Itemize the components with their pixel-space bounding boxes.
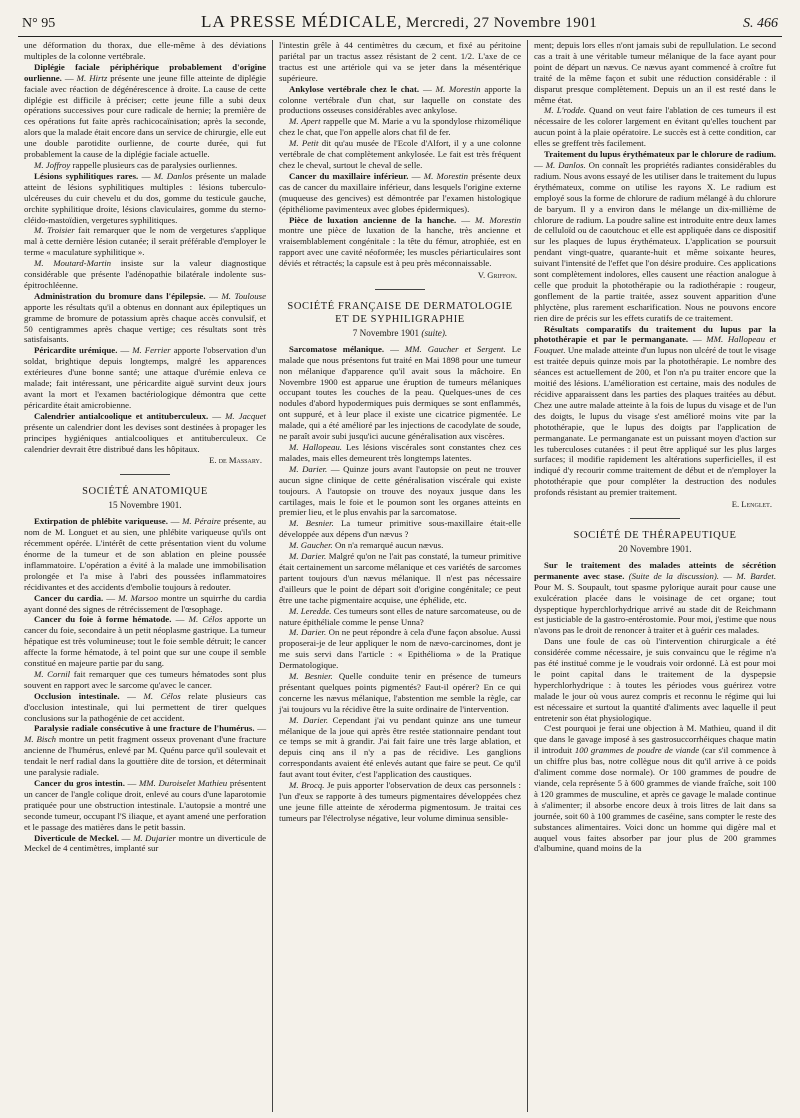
paragraph: ment; depuis lors elles n'ont jamais subi de repullulation. Le second cas a trait à une véritable tumeur mélanique de la face ayant pour point de départ un nævus. Ce nævus ayant commencé à croître fut traité de la même façon et subit une réduction considérable : il disparut presque complètement. Depuis un an il est resté dans le même état. — [534, 40, 776, 105]
paragraph: C'est pourquoi je ferai une objection à M. Mathieu, quand il dit que dans le gavage imposé à ses gastrosuccorrhéiques chaque matin il introduit 100 grammes de poudre de viande (car s'il commence à un chiffre plus bas, notre collègue nous dit qu'il arrive à ce poids d'aliment comme dose normale). Or 100 grammes de poudre de viande, cela représente 5 à 600 grammes de viande fraîche, soit 100 à 120 grammes de musculine, et après ce gavage le malade continue à s'alimenter; il absorbe encore deux à trois litres de lait dans sa journée, soit 60 à 100 grammes de caséine, sans compter le reste des substances alimentaires. Voici donc un homme qui digère mal et auquel vous faites absorber par jour plus de 200 grammes d'albumine, quand moins de la — [534, 723, 777, 854]
article: M. Darier. Cependant j'ai vu pendant quinze ans une tumeur mélanique de la joue qui après être restée stationnaire pendant tout ce temps se mit à grandir. J'ai fait faire une très large ablation, et depuis cinq ans il n'y a pas de récidive. Les ganglions correspondants avaient été enlevés autant que faire se peut. Ce qu'il faut avant tout éviter, c'est l'application des caustiques. — [279, 714, 522, 780]
article: M. Leredde. Ces tumeurs sont elles de nature sarcomateuse, ou de nature épithéliale comme le pense Unna? — [279, 605, 521, 627]
article: M. Besnier. La tumeur primitive sous-maxillaire était-elle développée aux dépens d'un nævus ? — [279, 518, 521, 540]
article: Extirpation de phlébite variqueuse. — M. Péraire présente, au nom de M. Longuet et au sien, une phlébite variqueuse qu'ils ont récemment opérée. L'intérêt de cette présentation vient du volume énorme de la tumeur et de son ablation en pleine poussée inflammatoire. L'opération a évité à la malade une immobilisation prolongée et l'a mise à l'abri des poussées inflammatoires récidivantes et des accidents d'embolie toujours à redouter. — [24, 516, 267, 592]
article: Cancer du gros intestin. — MM. Duroiselet Mathieu présentent un cancer de l'angle colique droit, enlevé au cours d'une laparotomie pratiquée pour une obstruction intestinale. L'autopsie a montré une seconde tumeur, occupant l'S iliaque, et ayant amené une perforation et le passage des matières dans le petit bassin. — [24, 778, 267, 832]
signature: E. Lenglet. — [731, 499, 772, 510]
article: M. Petit dit qu'au musée de l'Ecole d'Alfort, il y a une colonne vertébrale de chat complètement ankylosée. Le fait est très fréquent chez le cheval, surtout le cheval de selle. — [279, 138, 522, 170]
issue-number: N° 95 — [22, 16, 56, 31]
masthead: LA PRESSE MÉDICALE, Mercredi, 27 Novembre 1901 — [200, 12, 598, 31]
journal-name: LA PRESSE MÉDICALE — [200, 12, 398, 31]
article: Ankylose vertébrale chez le chat. — M. Morestin apporte la colonne vertébrale d'un chat, sur laquelle on constate des productions osseuses considérables avec ankylose. — [279, 83, 521, 116]
section-divider — [120, 474, 170, 475]
section-date: 15 Novembre 1901. — [108, 500, 182, 511]
columns — [18, 40, 782, 1112]
page-header — [22, 12, 778, 34]
article: M. Apert rappelle que M. Marie a vu la spondylose rhizomélique chez le chat, que l'on appelle alors chat fil de fer. — [279, 116, 521, 138]
article: M. Darier. Malgré qu'on ne l'ait pas constaté, la tumeur primitive était certainement un sarcome mélanique et ces variétés de sarcomes partent toujours d'un nævus mélanique. Il n'est pas nécessaire d'ailleurs que le point de départ soit d'origine congénitale; ce peut être une tache pigmentaire acquise, une éphélide, etc. — [279, 551, 521, 605]
article: Cancer du maxillaire inférieur. — M. Morestin présente deux cas de cancer du maxillaire inférieur, dans lesquels l'origine externe (muqueuse des gencives) est démontrée par l'examen histologique (épithéliome pavimenteux avec globes épidermiques). — [279, 170, 521, 214]
article: Cancer du cardia. — M. Marsoo montre un squirrhe du cardia ayant donné des signes de rétrécissement de l'œsophage. — [24, 592, 267, 614]
article: M. Darier. On ne peut répondre à cela d'une façon absolue. Aussi proposerai-je de leur appliquer le nom de nævo-carcinomes, dont je me suis servi dans l'article : « Epithélioma » de la Pratique Dermatologique. — [279, 627, 521, 671]
section-title: SOCIÉTÉ DE THÉRAPEUTIQUE — [573, 529, 737, 541]
article: Cancer du foie à forme hématode. — M. Célos apporte un cancer du foie, secondaire à un petit néoplasme gastrique. La tumeur hépatique est très volumineuse; tout le foie semble détruit; le cancer affecte la forme hématode, à tel point que sur une coupe il semble constitué en majeure partie par du sang. — [24, 614, 267, 669]
article: Occlusion intestinale. — M. Célos relate plusieurs cas d'occlusion intestinale, qui lui permettent de tirer quelques conclusions sur la pathogénie de cet accident. — [24, 690, 266, 723]
article: Péricardite urémique. — M. Ferrier apporte l'observation d'un soldat, brightique depuis longtemps, malgré les apparences extérieures d'une bonne santé; une attaque d'urémie enleva ce malade; fait intéressant, une péricardite aiguë survint deux jours avant la mort et l'examen bactériologique démontra que cette péricardite était amicrobienne. — [24, 345, 266, 410]
paragraph: l'intestin grêle à 44 centimètres du cæcum, et fixé au péritoine pariétal par un tractus assez résistant de 2 cent. 1/2. L'axe de ce tractus est une artériole qui va se jeter dans la mésentérique supérieure. — [279, 40, 521, 83]
column-1 — [18, 40, 272, 1112]
article: M. Brocq. Je puis apporter l'observation de deux cas personnels : l'un d'eux se rapporte à des tumeurs pigmentaires développées chez une jeune fille atteinte de xéroderma pigmentosum. Je traitai ces tumeurs par l'électrolyse négative, leur volume diminua sensible- — [279, 780, 521, 823]
article: M. Besnier. Quelle conduite tenir en présence de tumeurs présentant quelques points pigmentés? Faut-il opérer? En ce qui concerne les nævus mélanique, l'abstention me semble la règle, car j'ai toujours vu la récidive être la suite ordinaire de l'intervention. — [279, 671, 522, 714]
article: Pièce de luxation ancienne de la hanche. — M. Morestin montre une pièce de luxation de la hanche, très ancienne et vraisemblablement congénitale : la tête du fémur, atrophiée, est en rapport avec une cavité néoformée; les muscles périarticulaires sont déviés et rétractés; la capsule est à peu près méconnaissable. — [279, 214, 521, 269]
article: Paralysie radiale consécutive à une fracture de l'humérus. — M. Bisch montre un petit fragment osseux provenant d'une fracture ancienne de l'humérus, enlevé par M. Quénu parce qu'il soulevait et tendait le nerf radial dans la gouttière dite de torsion, et déterminait une paralysie radiale. — [24, 723, 266, 778]
signature: E. de Massary. — [209, 455, 262, 466]
article: Lésions syphilitiques rares. — M. Danlos présente un malade atteint de lésions syphilitiques multiples : lésions tuberculo-ulcéreuses du cuir chevelu et du dos, gomme du testicule gauche, orchite syphilitique droite, lésions claviculaires, gomme du sterno-cléido-mastoïdien, vergetures syphilitiques. — [24, 170, 266, 225]
article: M. Moutard-Martin insiste sur la valeur diagnostique considérable que présente l'adénopathie bilatérale indolente sus-épitrochléenne. — [24, 258, 266, 290]
article: Calendrier antialcoolique et antituberculeux. — M. Jacquet présente un calendrier dont les devises sont destinées à propager les principes hygiéniques antialcooliques et antituberculeux. Ce calendrier devrait être distribué dans les hôpitaux. — [24, 410, 266, 454]
article: M. Cornil fait remarquer que ces tumeurs hématodes sont plus souvent en rapport avec le sarcome qu'avec le cancer. — [24, 668, 267, 690]
paragraph: Dans une foule de cas où l'intervention chirurgicale a été considérée comme nécessaire, je suis convaincu que le régime n'a pas été institué comme je le voudrais voir ordonné. Là est pour moi le point capital dans le traitement de la dyspepsie hyperchlorhydrique : à toutes les périodes vous guérirez votre malade le jour où vous aurez compris et reconnu le régime qui lui est nécessaire et surtout la quantité d'aliments avec laquelle il peut entretenir son état physiologique. — [534, 636, 776, 723]
article: Sarcomatose mélanique. — MM. Gaucher et Sergent. Le malade que nous présentons fut traité en Mai 1898 pour une tumeur non mélanique d'apparence qu'il avait sous la mâchoire. En Novembre 1900 est apparue une éruption de tumeurs mélaniques occupant toutes les couches de la peau. Quelques-unes de ces nodules d'abord hypodermiques puis dermiques se sont enflammés, ont suppuré, et à leur place il existe une cicatrice pigmentée. Le malade, qui a été amélioré par les injections de cacodylate de soude, ne paraît avoir subi jusqu'ici aucune généralisation aux viscères. — [279, 343, 521, 442]
section-divider — [375, 289, 425, 290]
article: M. Gaucher. On n'a remarqué aucun nævus. — [289, 540, 444, 551]
column-3 — [527, 40, 782, 1112]
section-title: SOCIÉTÉ ANATOMIQUE — [82, 486, 208, 498]
signature: V. Griffon. — [477, 270, 517, 281]
section-date: 20 Novembre 1901. — [618, 543, 692, 554]
article: Traitement du lupus érythémateux par le chlorure de radium. — M. Danlos. On connaît les propriétés radiantes considérables du radium. Nous avons essayé de les utiliser dans le traitement du lupus érythémateux, comme on utilise les rayons X. Le radium est employé sous la forme de chlorure de radium mélangé à du chlorure de baryum. Il y a environ dans le mélange un dix-millième de chlorure de radium. La poudre saline est introduite entre deux lames de celluloïd ou de caoutchouc et elle est appliquée dans ce dispositif sur les plaques de lupus érythémateux. L'application se poursuit pendant vingt-quatre, quarante-huit et même soixante heures, suivant l'intensité de l'effet que l'on désire produire. Ces applications sont complètement indolores, elles causent une réaction analogue à celle que produit la photothérapie ou la radiothérapie : rougeur, gonflement de la partie traitée, assez souvent apparition d'une phlyctène, plus rarement escharification. Nous ne pouvons encore rien dire de précis sur les effets curatifs de ce traitement. — [534, 149, 777, 323]
article: Sur le traitement des malades atteints de sécrétion permanente avec stase. (Suite de la discussion). — M. Bardet. Pour M. S. Soupault, tout spasme pylorique aurait pour cause une exulcération placée dans le voisinage de cet organe; tout dyspeptique hyperchlorhydrique arrivé au stade dit de Reichmann est justiciable de la gastro-entérostomie. Pour moi, j'estime que nous n'avons pas le droit de renoncer à traiter et à guérir ces malades. — [534, 559, 777, 636]
column-2 — [272, 40, 527, 1112]
article: Diverticule de Meckel. — M. Dujarier montre un diverticule de Meckel de 4 centimètres, implanté sur — [24, 832, 267, 854]
sheet-number: S. 466 — [743, 16, 778, 31]
section-divider — [630, 518, 680, 519]
article: M. Joffroy rappelle plusieurs cas de paralysies ourliennes. — [34, 159, 238, 170]
article: M. L'rodde. Quand on veut faire l'ablation de ces tumeurs il est nécessaire de les colorer largement en évitant qu'elles touchent par aucun point à la plaie opératoire. Le succès est à cette condition, car elles se greffent très facilement. — [534, 105, 776, 149]
article: Administration du bromure dans l'épilepsie. — M. Toulouse apporte les résultats qu'il a obtenus en donnant aux épileptiques un gramme de bromure de potassium après chaque accès convulsif, et 50 centigrammes après chaque vertige; ces résultats sont très satisfaisants. — [24, 290, 266, 345]
article: Diplégie faciale périphérique probablement d'origine ourlienne. — M. Hirtz présente une jeune fille atteinte de diplégie faciale avec réaction de dégénérescence à droite. La cause de cette diplégie est difficile à préciser; cette jeune fille a subi deux opérations successives pour cure radicale de hernie; la première de ces opérations fut faite après rachicocaïnisation; après la seconde, alors que la malade était encore dans un service de chirurgie, elle eut une double parotidite ourlienne, de courte durée, qui fut probablement la cause de la diplégie faciale actuelle. — [24, 61, 266, 160]
paragraph: une déformation du thorax, due elle-même à des déviations multiples de la colonne vertébrale. — [24, 40, 266, 61]
issue-date: Mercredi, 27 Novembre 1901 — [405, 15, 598, 31]
header-rule — [18, 36, 782, 37]
article: Résultats comparatifs du traitement du lupus par la photothérapie et par le permanganate. — MM. Hallopeau et Fouquet. Une malade atteinte d'un lupus non ulcéré de tout le visage est traitée depuis quinze mois par la photothérapie. Le nombre des séances est actuellement de 200, et l'on n'a pu traiter encore que la moitié des lésions. L'amélioration est certaine, mais des nodules de récidive apparaissent dans les parties des plaques traitées au début. Chez une autre malade atteinte à la fois de lupus du visage et de l'un des doigts, le lupus du visage s'est amélioré moins vite par la photothérapie, que le lupus des doigts par l'application de permanganate. Le permanganate est un puissant moyen d'action sur les tuberculoses cutanées : il peut être appliqué sur les plus larges surfaces; il modifie rapidement les altérations superficielles, il est indiqué d'y recourir comme traitement de début et de n'employer la photothérapie que pour compléter la destruction des nodules profonds résistant au premier traitement. — [534, 323, 776, 498]
article: M. Troisier fait remarquer que le nom de vergetures s'applique mal à cette dernière lésion cutanée; il serait préférable d'employer le terme « maculature syphilitique ». — [24, 225, 266, 258]
article: M. Hallopeau. Les lésions viscérales sont constantes chez ces malades, mais elles demeurent très longtemps latentes. — [279, 442, 521, 463]
article: M. Darier. — Quinze jours avant l'autopsie on peut ne trouver aucun signe clinique de cette généralisation viscérale qui existe toujours. A l'autopsie on trouve des noyaux jusque dans les cartilages, mais le foie et le poumon sont les organes atteints en premier lieu, et le plus envahis par la sarcomatose. — [279, 463, 521, 518]
section-title: SOCIÉTÉ FRANÇAISE DE DERMATOLOGIE ET DE SYPHILIGRAPHIE — [287, 300, 513, 325]
section-date: 7 Novembre 1901 (suite). — [352, 327, 448, 338]
